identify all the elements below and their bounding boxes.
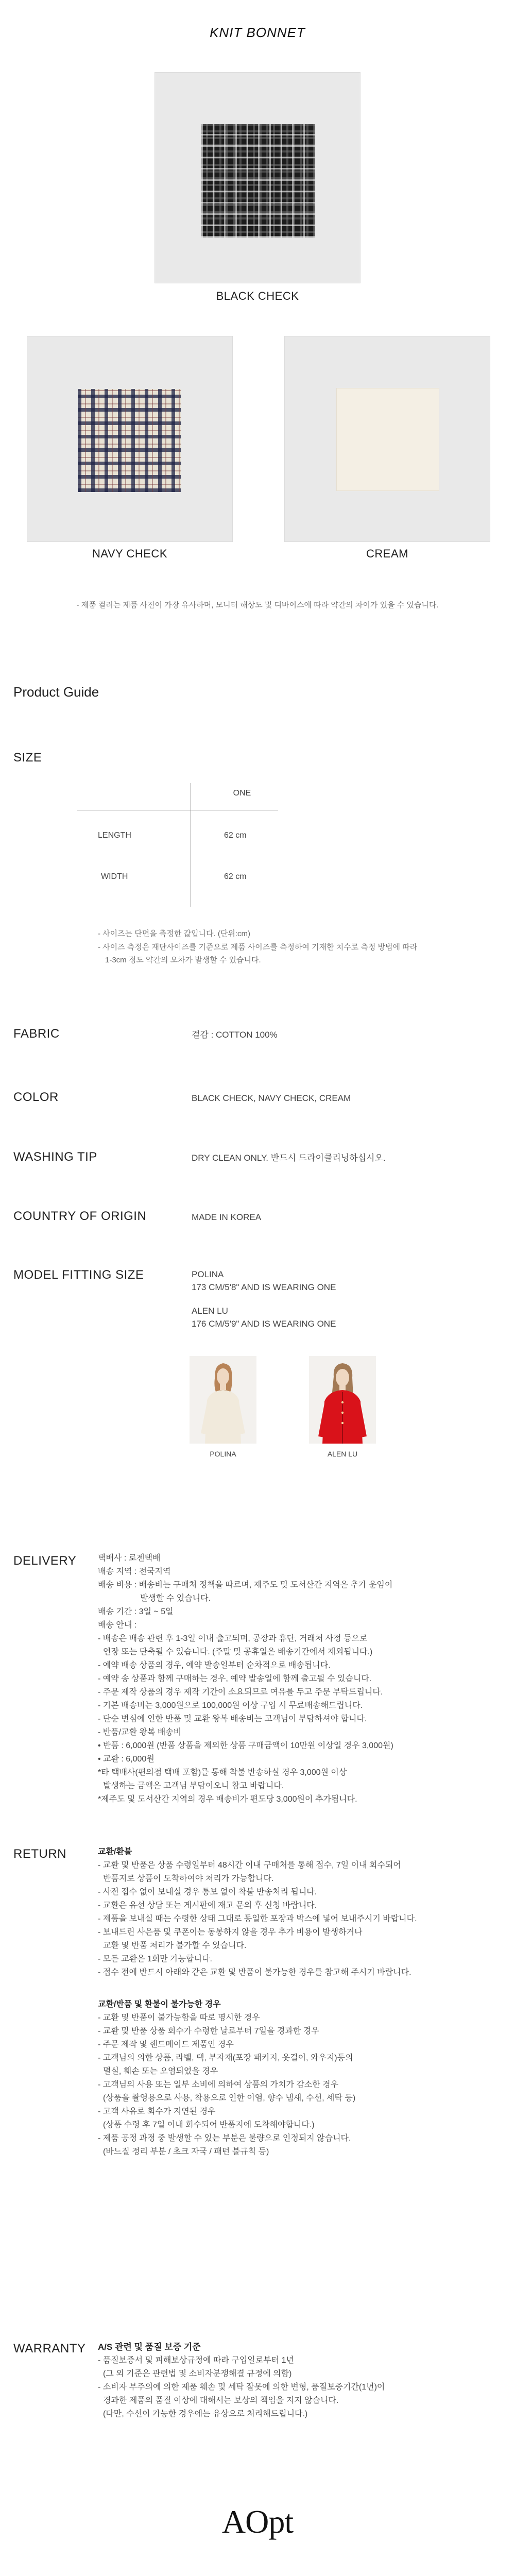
washing-label: WASHING TIP (13, 1150, 97, 1164)
origin-value: MADE IN KOREA (192, 1212, 262, 1222)
model-info (192, 1268, 336, 1331)
delivery-line: 배송 지역 : 전국지역 (98, 1567, 171, 1576)
color-note: - 제품 컬러는 제품 사진이 가장 유사하며, 모니터 해상도 및 디바이스에 따라 약간의 차이가 있을 수 있습니다. (76, 601, 439, 609)
warranty-line: - 소비자 부주의에 의한 제품 훼손 및 세탁 잘못에 의한 변형, 품질보증기간(1년)이 (98, 2383, 385, 2392)
size-row-width-name: WIDTH (101, 872, 128, 881)
warranty-line: 경과한 제품의 품질 이상에 대해서는 보상의 책임을 지지 않습니다. (103, 2396, 339, 2405)
model-alen-caption: ALEN LU (327, 1450, 358, 1458)
polina-figure-icon (190, 1356, 256, 1444)
delivery-line: 배송 안내 : (98, 1621, 137, 1630)
return-line: 교환 및 반품 처리가 불가할 수 있습니다. (103, 1941, 247, 1950)
delivery-line: *제주도 및 도서산간 지역의 경우 배송비가 편도당 3,000원이 추가됩니다. (98, 1795, 357, 1804)
return-line: - 주문 제작 및 핸드메이드 제품인 경우 (98, 2040, 234, 2049)
return-line: - 교환 및 반품이 불가능함을 따로 명시한 경우 (98, 2013, 260, 2022)
delivery-line: 배송 기간 : 3일 ~ 5일 (98, 1607, 174, 1616)
warranty-label: WARRANTY (13, 2342, 86, 2355)
delivery-line: - 예약 배송 상품의 경우, 예약 발송일부터 순차적으로 배송됩니다. (98, 1661, 331, 1670)
delivery-line: 연장 또는 단축될 수 있습니다. (주말 및 공휴일은 배송기간에서 제외됩니다.) (103, 1648, 373, 1656)
size-note-line: - 사이즈는 단면을 측정한 값입니다. (단위:cm) (98, 929, 250, 938)
size-notes (98, 927, 417, 967)
return-heading: 교환/환불 (98, 1848, 132, 1856)
size-note-line: - 사이즈 측정은 재단사이즈를 기준으로 제품 사이즈를 측정하여 기재한 치수로 측정 방법에 따라 (98, 942, 418, 952)
warranty-line: (다만, 수선이 가능한 경우에는 유상으로 처리해드립니다.) (103, 2410, 308, 2418)
delivery-line: - 단순 변심에 인한 반품 및 교환 왕복 배송비는 고객님이 부담하셔야 합니다. (98, 1715, 367, 1723)
delivery-line: - 배송은 배송 관련 후 1-3일 이내 출고되며, 공장과 휴단, 거래처 사정 등으로 (98, 1634, 368, 1643)
delivery-line: 발생할 수 있습니다. (140, 1594, 211, 1603)
washing-value: DRY CLEAN ONLY. 반드시 드라이클리닝하십시오. (192, 1153, 386, 1163)
alen-figure-icon (309, 1356, 376, 1444)
model-alen-photo (309, 1356, 376, 1444)
size-label: SIZE (13, 751, 42, 765)
return-line: (바느질 정리 부분 / 초크 자국 / 패턴 불규칙 등) (103, 2147, 269, 2156)
return-line: - 모든 교환은 1회만 가능합니다. (98, 1955, 212, 1963)
delivery-line: - 반품/교환 왕복 배송비 (98, 1728, 182, 1737)
color-label: COLOR (13, 1090, 59, 1104)
return-line: - 접수 전에 반드시 아래와 같은 교환 및 반품이 불가능한 경우를 참고해 주시기 바랍니다. (98, 1968, 411, 1977)
return-line: 반품지로 상품이 도착하여야 처리가 가능합니다. (103, 1874, 274, 1883)
return-nonreturnable-heading: 교환/반품 및 환불이 불가능한 경우 (98, 2000, 221, 2009)
delivery-line: - 예약 송 상품과 함께 구매하는 경우, 예약 발송일에 함께 출고될 수 있습니다. (98, 1674, 372, 1683)
warranty-text (98, 2341, 385, 2421)
model-polina-caption: POLINA (210, 1450, 236, 1458)
origin-label: COUNTRY OF ORIGIN (13, 1209, 147, 1223)
return-line: - 제품 공정 과정 중 발생할 수 있는 부분은 불량으로 인정되지 않습니다. (98, 2134, 351, 2143)
color-value: BLACK CHECK, NAVY CHECK, CREAM (192, 1093, 351, 1103)
size-row-width-value: 62 cm (224, 872, 247, 881)
fabric-label: FABRIC (13, 1027, 60, 1041)
warranty-heading: A/S 관련 및 품질 보증 기준 (98, 2342, 201, 2352)
black-check-fabric-image (201, 124, 315, 238)
return-line: - 교환 및 반품 상품 회수가 수령한 날로부터 7일을 경과한 경우 (98, 2027, 319, 2036)
size-row-length-name: LENGTH (98, 831, 131, 840)
brand-logo: AOpt (221, 2503, 294, 2540)
return-label: RETURN (13, 1847, 66, 1861)
delivery-line: 발생하는 금액은 고객님 부담이오니 참고 바랍니다. (103, 1782, 284, 1790)
navy-check-fabric-image (78, 389, 181, 492)
delivery-line: • 교환 : 6,000원 (98, 1755, 154, 1764)
fabric-value: 겉감 : COTTON 100% (192, 1030, 278, 1040)
return-text (98, 1845, 417, 2159)
swatch-black-frame (154, 72, 360, 283)
model-label: MODEL FITTING SIZE (13, 1268, 144, 1282)
delivery-line: • 반품 : 6,000원 (반품 상품을 제외한 상품 구매금액이 10만원 이상일 경우 3,000원) (98, 1741, 393, 1750)
return-line: (상품을 촬영용으로 사용, 착용으로 인한 이염, 향수 냄새, 수선, 세탁 등) (103, 2094, 356, 2103)
model-alen-name: ALEN LU (192, 1306, 228, 1316)
swatch-navy-frame (27, 336, 233, 542)
return-line: - 교환은 유선 상담 또는 게시판에 재고 문의 후 신청 바랍니다. (98, 1901, 317, 1910)
model-polina-name: POLINA (192, 1269, 224, 1279)
swatch-cream-label: CREAM (366, 547, 408, 560)
swatch-cream-frame (284, 336, 490, 542)
delivery-line: - 기본 배송비는 3,000원으로 100,000원 이상 구입 시 무료배송해드립니다. (98, 1701, 363, 1710)
model-alen-info: 176 CM/5'9" AND IS WEARING ONE (192, 1318, 336, 1329)
product-guide-heading: Product Guide (13, 684, 99, 700)
delivery-line: *타 택배사(편의점 택배 포함)를 통해 착불 반송하실 경우 3,000원 이상 (98, 1768, 347, 1777)
return-line: - 사전 접수 없이 보내실 경우 통보 없이 착불 반송처리 됩니다. (98, 1888, 317, 1896)
return-line: - 고객님의 사용 또는 일부 소비에 의하여 상품의 가치가 감소한 경우 (98, 2080, 339, 2089)
delivery-line: 택배사 : 로젠택배 (98, 1554, 161, 1563)
delivery-text (98, 1552, 393, 1806)
swatch-navy-label: NAVY CHECK (92, 547, 167, 560)
return-line: - 교환 및 반품은 상품 수령일부터 48시간 이내 구매처를 통해 접수, 7일 이내 회수되어 (98, 1861, 401, 1870)
return-line: (상품 수령 후 7일 이내 회수되어 반품지에 도착해야합니다.) (103, 2121, 315, 2129)
size-table (77, 783, 278, 907)
size-note-line: 1-3cm 정도 약간의 오차가 발생할 수 있습니다. (105, 956, 261, 964)
delivery-line: - 주문 제작 상품의 경우 제작 기간이 소요되므로 여유를 두고 주문 부탁드립니다. (98, 1688, 383, 1697)
delivery-line: 배송 비용 : 배송비는 구매처 정책을 따르며, 제주도 및 도서산간 지역은 추가 운임이 (98, 1581, 393, 1589)
model-polina-photo (190, 1356, 256, 1444)
return-line: - 제품을 보내실 때는 수령한 상태 그대로 동일한 포장과 박스에 넣어 보내주시기 바랍니다. (98, 1914, 417, 1923)
delivery-label: DELIVERY (13, 1554, 77, 1568)
return-line: - 고객님의 의한 상품, 라벨, 택, 부자재(포장 패키지, 옷걸이, 와우지)등의 (98, 2054, 353, 2062)
warranty-line: (그 외 기준은 관련법 및 소비자분쟁해결 규정에 의함) (103, 2369, 292, 2378)
size-row-length-value: 62 cm (224, 831, 247, 840)
cream-fabric-image (336, 388, 439, 491)
return-line: - 보내드린 사은품 및 쿠폰이는 동봉하지 않을 경우 추가 비용이 발생하거나 (98, 1928, 363, 1937)
warranty-line: - 품질보증서 및 피해보상규정에 따라 구입일로부터 1년 (98, 2356, 294, 2365)
size-col-header: ONE (233, 789, 251, 798)
model-polina-info: 173 CM/5'8" AND IS WEARING ONE (192, 1282, 336, 1292)
page-title: KNIT BONNET (210, 25, 305, 40)
return-line: 멸실, 훼손 또는 오염되었을 경우 (103, 2067, 218, 2076)
return-line: - 고객 사유로 회수가 지연된 경우 (98, 2107, 216, 2116)
swatch-black-label: BLACK CHECK (216, 290, 299, 302)
